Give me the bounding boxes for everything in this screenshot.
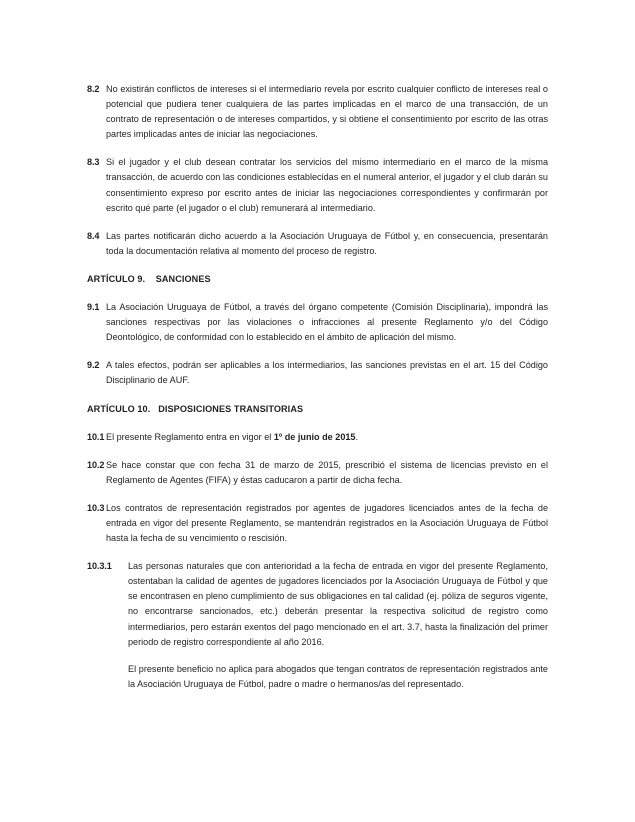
clause-text: Las partes notificarán dicho acuerdo a la Asociación Uruguaya de Fútbol y, en consecuencia, presentarán toda la documentación relativa al momento del proceso de registro. bbox=[106, 230, 548, 256]
clause-10-3 bbox=[87, 501, 548, 546]
clause-number: 10.1 bbox=[87, 431, 105, 442]
clause-number: 8.4 bbox=[87, 230, 100, 241]
clause-text-after-bold: . bbox=[355, 431, 359, 442]
clause-9-1 bbox=[87, 300, 548, 345]
clause-text: Los contratos de representación registrados por agentes de jugadores licenciados antes de la fecha de entrada en vigor del presente Reglamento, se mantendrán registrados en la Asociación Uruguaya de Fútbol hasta la fecha de su vencimiento o rescisión. bbox=[106, 502, 548, 544]
clause-number: 9.2 bbox=[87, 360, 100, 371]
clause-text bbox=[106, 430, 548, 445]
clause-8-4 bbox=[87, 229, 548, 259]
clause-number: 8.3 bbox=[87, 157, 100, 168]
clause-text-before-bold: El presente Reglamento entra en vigor el bbox=[106, 431, 274, 442]
effective-date: 1º de junio de 2015 bbox=[273, 431, 356, 442]
clause-10-1 bbox=[87, 430, 548, 445]
clause-text: Si el jugador y el club desean contratar los servicios del mismo intermediario en el marco de la misma transacción, de acuerdo con las condiciones establecidas en el numeral anterior, el jugador y el club darán su consentimiento expreso por escrito antes de iniciar las negociaciones correspondientes y confirmarán por escrito qué parte (el jugador o el club) remunerará al intermediario. bbox=[106, 157, 548, 213]
clause-text: Las personas naturales que con anterioridad a la fecha de entrada en vigor del presente Reglamento, ostentaban la calidad de agentes de jugadores licenciados por la Asociación Uruguaya de Fútbol y que se encontrasen en pleno cumplimiento de sus obligaciones en tal calidad (ej. póliza de seguros vigente, no encontrarse sancionados, etc.) deberán presentar la respectiva solicitud de registro como intermediarios, pero estarán exentos del pago mencionado en el art. 3.7, hasta la finalización del primer periodo de registro correspondiente al año 2016. bbox=[128, 561, 548, 647]
clause-text: A tales efectos, podrán ser aplicables a los intermediarios, las sanciones previstas en el art. 15 del Código Disciplinario de AUF. bbox=[106, 360, 548, 386]
clause-number: 10.2 bbox=[87, 459, 105, 470]
clause-text: Se hace constar que con fecha 31 de marzo de 2015, prescribió el sistema de licencias previsto en el Reglamento de Agentes (FIFA) y éstas caducaron a partir de dicha fecha. bbox=[106, 459, 548, 485]
clause-text: La Asociación Uruguaya de Fútbol, a través del órgano competente (Comisión Disciplinaria), impondrá las sanciones respectivas por las violaciones o infracciones al presente Reglamento y/o del Código Deontológico, de conformidad con lo establecido en el ámbito de aplicación del mismo. bbox=[106, 302, 548, 343]
clause-number: 9.1 bbox=[87, 302, 100, 313]
article-10-heading: ARTÍCULO 10. DISPOSICIONES TRANSITORIAS bbox=[87, 403, 304, 414]
clause-8-2 bbox=[87, 82, 548, 142]
clause-number: 8.2 bbox=[87, 84, 100, 94]
document-body bbox=[87, 82, 548, 692]
clause-10-3-1 bbox=[87, 559, 548, 650]
clause-number: 10.3.1 bbox=[87, 561, 112, 572]
clause-8-3 bbox=[87, 155, 548, 215]
clause-number: 10.3 bbox=[87, 502, 105, 513]
clause-10-2 bbox=[87, 458, 548, 488]
clause-10-3-1-additional-paragraph: El presente beneficio no aplica para abogados que tengan contratos de representación registrados ante la Asociación Uruguaya de Fútbol, padre o madre o hermanos/as del representado. bbox=[128, 663, 548, 689]
clause-text: No existirán conflictos de intereses si el intermediario revela por escrito cualquier conflicto de intereses real o potencial que pudiera tener cualquiera de las partes implicadas en el marco de una transacción, de un contrato de representación o de intereses compartidos, y si obtiene el consentimiento por escrito de las otras partes implicadas antes de iniciar las negociaciones. bbox=[106, 84, 548, 140]
article-9-heading: ARTÍCULO 9. SANCIONES bbox=[87, 273, 211, 284]
clause-9-2 bbox=[87, 358, 548, 388]
